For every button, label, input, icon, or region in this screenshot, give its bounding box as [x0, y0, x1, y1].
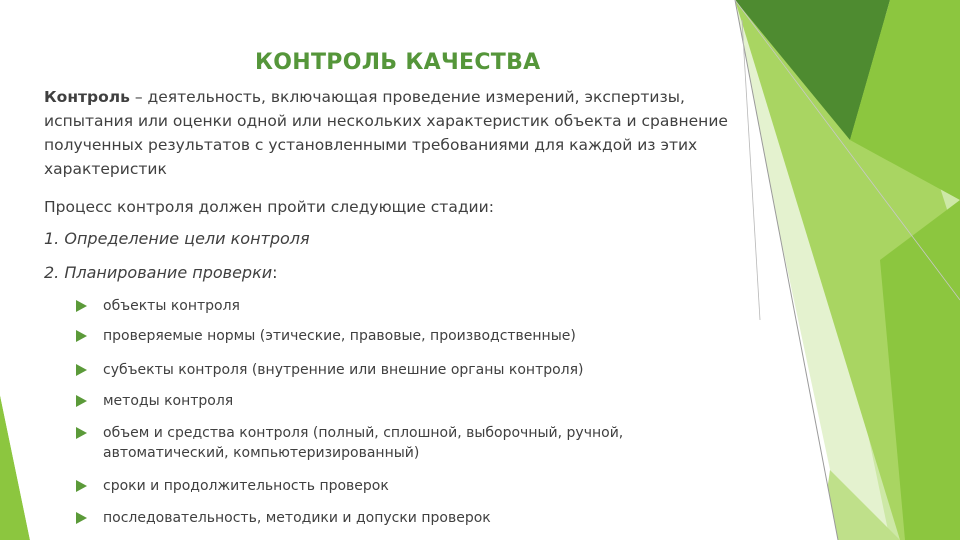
list-item-text: объекты контроля: [103, 298, 240, 314]
arrow-bullet-icon: [76, 330, 87, 342]
list-item: [76, 326, 736, 346]
arrow-bullet-icon: [76, 512, 87, 524]
stage-2: [44, 263, 278, 282]
definition-term: Контроль: [44, 88, 130, 106]
list-item-text: объем и средства контроля (полный, сплошной, выборочный, ручной, автоматический, компьютеризированный): [103, 425, 624, 461]
stage-2-colon: :: [272, 263, 278, 282]
arrow-bullet-icon: [76, 427, 87, 439]
arrow-bullet-icon: [76, 395, 87, 407]
list-item-text: проверяемые нормы (этические, правовые, производственные): [103, 328, 576, 344]
process-intro: Процесс контроля должен пройти следующие стадии:: [44, 198, 494, 216]
list-item: [76, 508, 736, 528]
list-item-text: субъекты контроля (внутренние или внешние органы контроля): [103, 362, 584, 378]
list-item-text: последовательность, методики и допуски проверок: [103, 510, 491, 526]
arrow-bullet-icon: [76, 480, 87, 492]
definition-text: – деятельность, включающая проведение измерений, экспертизы, испытания или оценки одной или нескольких характеристик объекта и сравнение полученных результатов с установленными требованиями для каждой из этих характеристик: [44, 88, 728, 178]
list-item: [76, 391, 736, 411]
list-item-text: методы контроля: [103, 393, 234, 409]
list-item-text: сроки и продолжительность проверок: [103, 478, 389, 494]
stage-2-label: 2. Планирование проверки: [44, 263, 273, 282]
stage-1: 1. Определение цели контроля: [44, 229, 310, 248]
definition-paragraph: [44, 85, 764, 181]
list-item: [76, 423, 736, 463]
list-item: [76, 296, 736, 316]
slide-title: КОНТРОЛЬ КАЧЕСТВА: [255, 50, 541, 75]
arrow-bullet-icon: [76, 364, 87, 376]
list-item: [76, 476, 736, 496]
list-item: [76, 360, 736, 380]
arrow-bullet-icon: [76, 300, 87, 312]
